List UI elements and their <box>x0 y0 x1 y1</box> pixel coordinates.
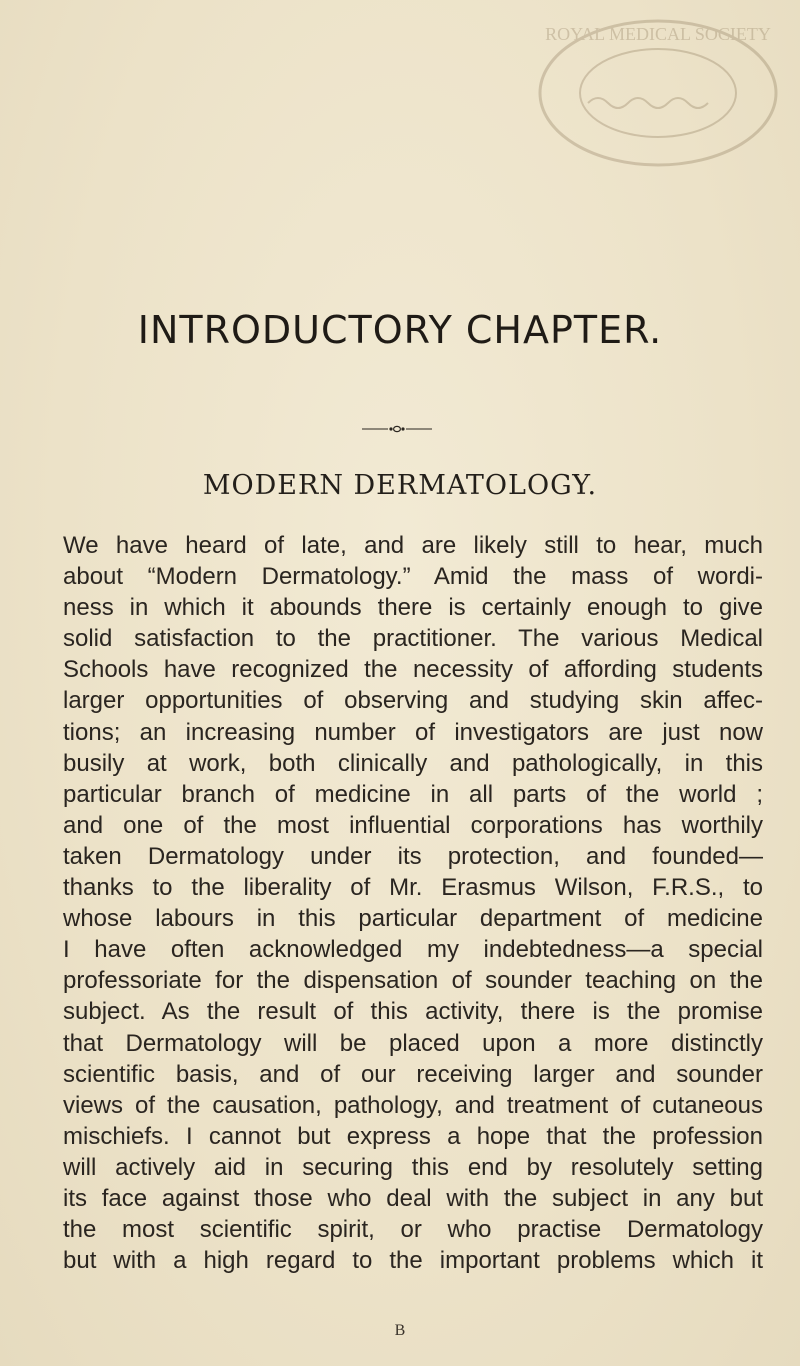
text-line: I have often acknowledged my indebtedness—a special <box>63 936 763 964</box>
text-line: Schools have recognized the necessity of affording students <box>63 656 763 684</box>
section-title: MODERN DERMATOLOGY. <box>202 470 598 501</box>
text-line: subject. As the result of this activity, there is the promise <box>63 998 763 1026</box>
text-line: but with a high regard to the important problems which it <box>63 1247 763 1275</box>
text-line: that Dermatology will be placed upon a more distinctly <box>63 1029 763 1057</box>
text-line: We have heard of late, and are likely still to hear, much <box>63 532 763 559</box>
text-line: will actively aid in securing this end by resolutely setting <box>63 1153 763 1181</box>
text-line: and one of the most influential corporations has worthily <box>63 811 763 839</box>
body-paragraph <box>63 530 763 1276</box>
library-stamp-text: ROYAL MEDICAL SOCIETY <box>545 24 771 44</box>
text-line: mischiefs. I cannot but express a hope that the profession <box>63 1122 763 1150</box>
chapter-title: INTRODUCTORY CHAPTER. <box>137 308 663 352</box>
text-line: solid satisfaction to the practitioner. The various Medical <box>63 625 763 653</box>
signature-mark: B <box>394 1322 406 1339</box>
text-line: the most scientific spirit, or who practise Dermatology <box>63 1216 763 1244</box>
text-line: particular branch of medicine in all parts of the world ; <box>63 780 763 808</box>
library-stamp <box>528 8 788 178</box>
text-line: its face against those who deal with the subject in any but <box>63 1184 763 1212</box>
text-line: thanks to the liberality of Mr. Erasmus Wilson, F.R.S., to <box>63 874 763 902</box>
text-line: busily at work, both clinically and pathologically, in this <box>63 749 763 777</box>
text-line: professoriate for the dispensation of sounder teaching on the <box>63 967 763 995</box>
text-line: scientific basis, and of our receiving larger and sounder <box>63 1060 763 1088</box>
title-ornament <box>362 424 432 434</box>
text-line: tions; an increasing number of investigators are just now <box>63 718 763 746</box>
text-line: ness in which it abounds there is certainly enough to give <box>63 594 763 622</box>
text-line: about “Modern Dermatology.” Amid the mass of wordi- <box>63 563 763 591</box>
text-line: whose labours in this particular department of medicine <box>63 905 763 933</box>
text-line: views of the causation, pathology, and treatment of cutaneous <box>63 1091 763 1119</box>
text-line: taken Dermatology under its protection, and founded— <box>63 842 763 870</box>
text-line: larger opportunities of observing and studying skin affec- <box>63 687 763 715</box>
